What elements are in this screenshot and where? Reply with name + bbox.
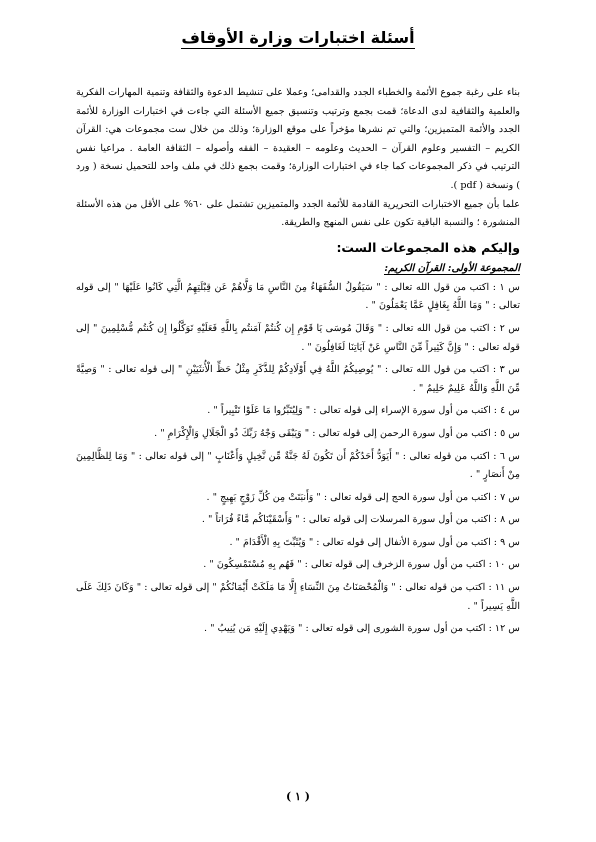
page-title: أسئلة اختبارات وزارة الأوقاف [181, 28, 415, 47]
document-body [76, 84, 520, 643]
question-item: س ٤ : اكتب من أول سورة الإسراء إلى قوله تعالى : " وَلِيُتَبِّرُوا مَا عَلَوْا تَتْبِيراً " . [207, 405, 520, 417]
question-item: س ٣ : اكتب من قول الله تعالى : " يُوصِيكُمُ اللَّهُ فِي أَوْلَادِكُمْ لِلذَّكَرِ مِثْلُ حَظِّ الْأُنثَيَيْنِ " إلى قوله تعالى : " وَصِيَّةً مِّنَ اللَّهِ وَاللَّهُ عَلِيمٌ حَلِيمٌ " . [76, 364, 520, 394]
question-item: س ١١ : اكتب من قوله تعالى : " وَالْمُحْصَنَاتُ مِنَ النِّسَاءِ إِلَّا مَا مَلَكَتْ أَيْمَانُكُمْ " إلى قوله تعالى : " وَكَانَ ذَلِكَ عَلَى اللَّهِ يَسِيراً " . [76, 582, 520, 612]
question-item: س ١٠ : اكتب من أول سورة الزخرف إلى قوله تعالى : " فَهُم بِهِ مُسْتَمْسِكُونَ " . [203, 559, 520, 571]
question-item: س ٦ : اكتب من قوله تعالى : " أَيَوَدُّ أَحَدُكُمْ أَن تَكُونَ لَهُ جَنَّةٌ مِّن نَّخِيلٍ وَأَعْنَابٍ " إلى قوله تعالى : " وَمَا لِلظَّالِمِينَ مِنْ أَنصَارٍ " . [76, 450, 521, 481]
section-heading: وإليكم هذه المجموعات الست: [336, 239, 520, 255]
question-item: س ٨ : اكتب من أول سورة المرسلات إلى قوله تعالى : " وَأَسْقَيْنَاكُم مَّاءً فُرَاتاً " . [201, 514, 520, 526]
question-item: س ٩ : اكتب من أول سورة الأنفال إلى قوله تعالى : " وَيُثَبِّتَ بِهِ الْأَقْدَامَ " . [229, 536, 520, 548]
question-item: س ٧ : اكتب من أول سورة الحج إلى قوله تعالى : " وَأَنبَتَتْ مِن كُلِّ زَوْجٍ بَهِيجٍ " . [206, 491, 520, 503]
question-item: س ١٢ : اكتب من أول سورة الشورى إلى قوله تعالى : " وَيَهْدِي إِلَيْهِ مَن يُنِيبُ " . [204, 623, 520, 635]
question-item: س ٢ : اكتب من قول الله تعالى : " وَقَالَ مُوسَى يَا قَوْمِ إِن كُنتُمْ آمَنتُم بِاللَّهِ فَعَلَيْهِ تَوَكَّلُوا إِن كُنتُم مُّسْلِمِينَ " إلى قوله تعالى : " وَإِنَّ كَثِيراً مِّنَ النَّاسِ عَنْ آيَاتِنَا لَغَافِلُونَ " . [76, 322, 520, 353]
intro-paragraph-2: علما بأن جميع الاختبارات التحريرية القادمة للأئمة الجدد والمتميزين تشتمل على ٦٠% على الأقل من هذه الأسئلة المنشورة ؛ والنسبة الباقية تكون على نفس المنهج والطريقة. [76, 198, 521, 229]
question-item: س ٥ : اكتب من أول سورة الرحمن إلى قوله تعالى : " وَيَبْقَى وَجْهُ رَبِّكَ ذُو الْجَلَالِ وَالْإِكْرَامِ " . [154, 427, 520, 439]
page-number: ( ١ ) [285, 790, 310, 803]
group-title: المجموعة الأولى: القرآن الكريم: [384, 262, 520, 274]
intro-paragraph-1: بناء على رغبة جموع الأئمة والخطباء الجدد والقدامى؛ وعملا على تنشيط الدعوة والثقافة وتنمية المهارات الفكرية والعلمية والثقافية لدى الدعاة؛ قمت بجمع وترتيب وتنسيق جميع الأسئلة التي جاءت في اختبارات الوزارة للأئمة الجدد والأئمة المتميزين؛ والتي تم نشرها مؤخراً على موقع الوزارة؛ وذلك من خلال ست مجموعات هي: القرآن الكريم – التفسير وعلوم القرآن – الحديث وعلومه – العقيدة – الفقه وأصوله – الثقافة العامة . مراعيا نفس الترتيب في ذكر المجموعات كما جاء في اختبارات الوزارة؛ وقمت بجمع ذلك في ملف واحد للتحميل نسخة ( ورد ) ونسخة ( pdf ). [76, 87, 520, 191]
question-item: س ١ : اكتب من قول الله تعالى : " سَيَقُولُ السُّفَهَاءُ مِنَ النَّاسِ مَا وَلَّاهُمْ عَن قِبْلَتِهِمُ الَّتِي كَانُوا عَلَيْهَا " إلى قوله تعالى : " وَمَا اللَّهُ بِغَافِلٍ عَمَّا يَعْمَلُونَ " . [76, 281, 521, 312]
